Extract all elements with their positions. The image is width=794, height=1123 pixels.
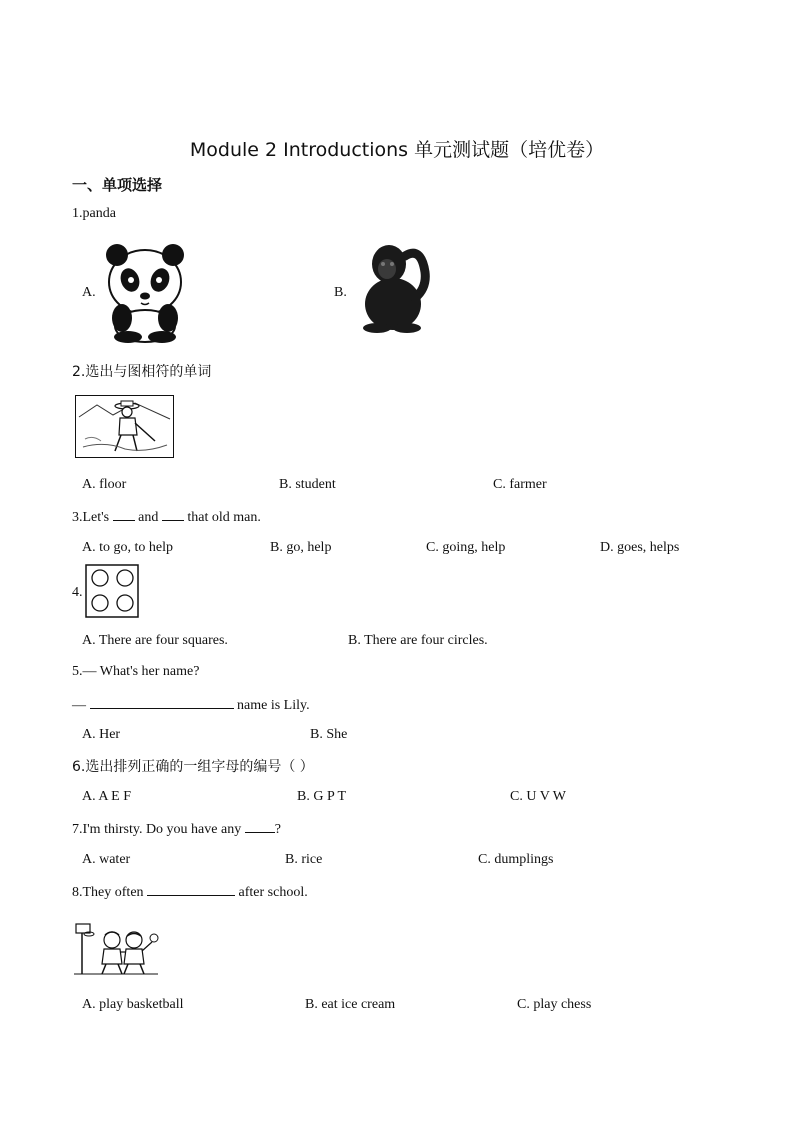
question-5-text-post: name is Lily. (233, 698, 310, 713)
question-1-option-a[interactable]: A. (82, 285, 96, 300)
question-3-stem (72, 508, 261, 526)
question-4-option-b[interactable]: B. There are four circles. (348, 633, 488, 648)
question-5-line-2 (72, 696, 310, 714)
question-3-text-mid: and (134, 510, 162, 525)
question-5-line-1: 5.— What's her name? (72, 664, 200, 679)
question-2-option-c[interactable]: C. farmer (493, 477, 547, 492)
question-7-text-pre: 7.I'm thirsty. Do you have any (72, 822, 245, 837)
question-7-stem (72, 820, 281, 838)
question-8-text-pre: 8.They often (72, 885, 148, 900)
question-3-option-b[interactable]: B. go, help (270, 540, 332, 555)
question-3-option-a[interactable]: A. to go, to help (82, 540, 173, 555)
page-title: Module 2 Introductions 单元测试题（培优卷） (189, 139, 605, 161)
chimpanzee-icon (355, 242, 435, 334)
section-heading: 一、单项选择 (72, 176, 163, 194)
question-7-option-c[interactable]: C. dumplings (478, 852, 554, 867)
answer-blank[interactable] (147, 883, 235, 896)
four-circles-icon (85, 564, 139, 618)
kids-basketball-icon (72, 918, 160, 978)
question-8-stem (72, 883, 308, 901)
question-5-text-pre: — (72, 698, 90, 713)
question-6-stem: 6.选出排列正确的一组字母的编号（ ） (72, 759, 314, 775)
question-8-option-b[interactable]: B. eat ice cream (305, 997, 396, 1012)
answer-blank[interactable] (90, 696, 234, 709)
question-6-option-c[interactable]: C. U V W (510, 789, 567, 804)
answer-blank[interactable] (162, 508, 184, 521)
question-7-option-a[interactable]: A. water (82, 852, 131, 867)
question-8-option-a[interactable]: A. play basketball (82, 997, 184, 1012)
question-8-option-c[interactable]: C. play chess (517, 997, 592, 1012)
question-7-text-post: ? (274, 822, 281, 837)
farmer-icon (75, 395, 174, 458)
question-1-option-b[interactable]: B. (334, 285, 347, 300)
question-7-option-b[interactable]: B. rice (285, 852, 323, 867)
question-3-text-pre: 3.Let's (72, 510, 113, 525)
question-2-option-a[interactable]: A. floor (82, 477, 127, 492)
question-3-option-c[interactable]: C. going, help (426, 540, 506, 555)
panda-icon (100, 240, 190, 342)
answer-blank[interactable] (113, 508, 135, 521)
question-1-stem: 1.panda (72, 206, 116, 221)
question-5-option-b[interactable]: B. She (310, 727, 348, 742)
question-3-option-d[interactable]: D. goes, helps (600, 540, 680, 555)
question-3-text-post: that old man. (183, 510, 261, 525)
question-4-option-a[interactable]: A. There are four squares. (82, 633, 228, 648)
question-6-option-a[interactable]: A. A E F (82, 789, 132, 804)
answer-blank[interactable] (245, 820, 275, 833)
question-2-stem: 2.选出与图相符的单词 (72, 364, 212, 380)
question-8-text-post: after school. (235, 885, 308, 900)
question-6-option-b[interactable]: B. G P T (297, 789, 347, 804)
question-5-option-a[interactable]: A. Her (82, 727, 121, 742)
question-2-option-b[interactable]: B. student (279, 477, 336, 492)
question-4-stem: 4. (72, 585, 83, 600)
